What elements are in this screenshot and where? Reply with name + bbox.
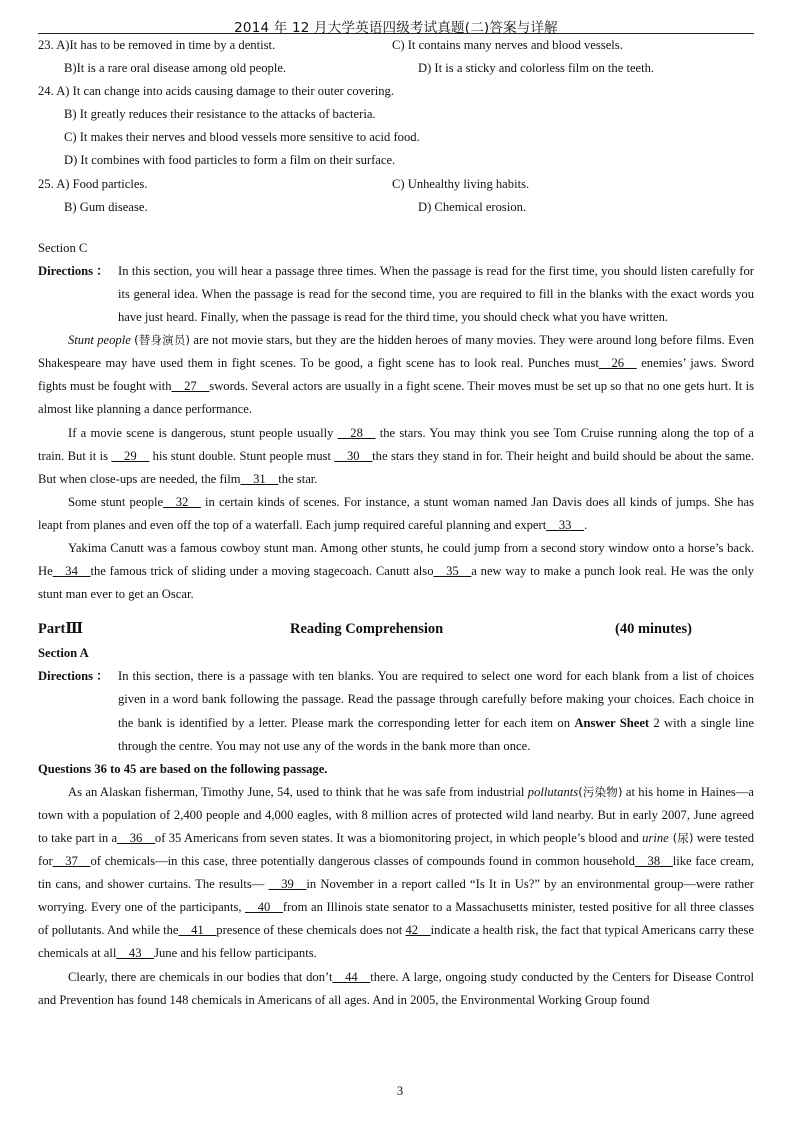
blank-42[interactable]: 42__ — [405, 923, 431, 938]
question-25-row-1 — [38, 173, 754, 196]
part-label: PartⅢ — [38, 620, 84, 637]
part-3-heading — [38, 616, 754, 642]
q24-option-a: 24. A) It can change into acids causing damage to their outer covering. — [38, 84, 395, 99]
q25-option-d: D) Chemical erosion. — [418, 199, 527, 214]
passage-paragraph: Stunt people (替身演员) are not movie stars, but they are the hidden heroes of many movies. They were around long before films. Even Shakespeare may have used them in fight scenes. To be good, a fight scene has to look real. Punches must__26__ enemies’ jaws. Sword fights must be fought with__27__swords. Several actors are usually in a fight scene. Their moves must be set up so that no one gets hurt. It is almost like planning a dance performance. — [38, 333, 755, 417]
directions-label: Directions ： — [38, 669, 109, 684]
directions-text: In this section, you will hear a passage three times. When the passage is read for the first time, you should listen carefully for its general idea. When the passage is read for the second time, you are required to fill in the blanks with the exact words you have just heard. Finally, when the passage is read for the third time, you should check what you have written. — [118, 263, 754, 325]
passage-paragraph: If a movie scene is dangerous, stunt people usually __28__ the stars. You may think you see Tom Cruise running along the top of a train. But it is __29__ his stunt double. Stunt people must __30__the stars they stand in for. Their height and build should be about the same. But when close-ups are needed, the film__31__the star. — [38, 425, 754, 486]
q23-option-b: B)It is a rare oral disease among old people. — [64, 61, 287, 76]
section-c-title: Section C — [38, 240, 88, 255]
term-pollutants: pollutants — [527, 784, 579, 799]
blank-34[interactable]: __34__ — [52, 564, 91, 579]
q25-option-b: B) Gum disease. — [64, 199, 148, 214]
question-23-row-2 — [38, 57, 754, 80]
chinese-gloss: (尿) — [668, 831, 694, 845]
passage-paragraph: Some stunt people__32__ in certain kinds of scenes. For instance, a stunt woman named Jan Davis does all kinds of jumps. She has leapt from planes and even off the top of a waterfall. Each jump required careful planning and expert__33__. — [38, 494, 754, 532]
q24-option-b: B) It greatly reduces their resistance to the attacks of bacteria. — [64, 107, 376, 122]
page-number: 3 — [396, 1084, 404, 1098]
questions-heading: Questions 36 to 45 are based on the following passage. — [38, 761, 328, 776]
term-stunt-people: Stunt people — [68, 333, 131, 348]
blank-31[interactable]: __31__ — [240, 471, 279, 486]
q24-option-c: C) It makes their nerves and blood vessels more sensitive to acid food. — [64, 130, 420, 145]
chinese-gloss: (污染物) — [578, 784, 623, 799]
blank-33[interactable]: __33__ — [546, 517, 584, 532]
blank-39[interactable]: __39__ — [268, 877, 307, 892]
part-title: Reading Comprehension — [290, 620, 444, 637]
blank-28[interactable]: __28__ — [337, 425, 376, 440]
part-time: (40 minutes) — [615, 620, 692, 637]
directions-text: In this section, there is a passage with ten blanks. You are required to select one word for each blank from a list of choices given in a word bank following the passage. Read the passage through carefully before making your choices. Each choice in the bank is identified by a letter. Please mark the corresponding letter for each item on Answer Sheet 2 with a single line through the centre. You may not use any of the words in the bank more than once. — [118, 669, 754, 753]
section-a-directions — [38, 665, 754, 757]
blank-41[interactable]: __41__ — [178, 923, 217, 938]
blank-37[interactable]: __37__ — [52, 854, 91, 869]
passage-paragraph: Yakima Canutt was a famous cowboy stunt man. Among other stunts, he could jump from a second story window onto a horse’s back. He__34__the famous trick of sliding under a moving stagecoach. Canutt also__35__a new way to make a punch look real. He was the only stunt man ever to get an Oscar. — [38, 540, 754, 602]
blank-38[interactable]: __38__ — [634, 854, 673, 869]
question-23-row-1 — [38, 34, 754, 57]
answer-sheet-label: Answer Sheet — [574, 715, 650, 730]
blank-27[interactable]: __27__ — [171, 379, 210, 394]
blank-29[interactable]: __29__ — [111, 448, 150, 463]
blank-32[interactable]: __32__ — [163, 494, 201, 509]
blank-30[interactable]: __30__ — [334, 448, 373, 463]
blank-44[interactable]: __44__ — [332, 969, 371, 984]
blank-40[interactable]: __40__ — [245, 900, 283, 915]
directions-label: Directions ： — [38, 263, 109, 278]
page — [38, 0, 754, 1012]
section-c-directions — [38, 260, 754, 329]
question-25-row-2 — [38, 196, 754, 219]
passage-paragraph: Clearly, there are chemicals in our bodies that don’t__44__there. A large, ongoing study conducted by the Centers for Disease Control and Prevention has found 148 chemicals in Americans of all ages. And in 2005, the Environmental Working Group found — [38, 969, 754, 1007]
chinese-gloss: (替身演员) — [134, 333, 191, 348]
term-urine: urine — [642, 831, 669, 845]
blank-43[interactable]: __43__ — [116, 946, 155, 961]
passage-paragraph: As an Alaskan fisherman, Timothy June, 54, used to think that he was safe from industrial pollutants(污染物) at his home in Haines—a town with a population of 2,400 people and 4,000 eagles, with 8 million acres of protected wild land nearby. But in early 2007, June agreed to take part in a__36__of 35 Americans from seven states. It was a biomonitoring project, in which people’s blood and urine (尿) were tested for__37__of chemicals—in this case, three potentially dangerous classes of compounds found in common household__38__like face cream, tin cans, and shower curtains. The results— __39__in November in a report called “Is It in Us?” by an environmental group—were rather worrying. Every one of the participants, __40__from an Illinois state senator to a Massachusetts minister, tested positive for all three classes of pollutants. And while the__41__presence of these chemicals does not 42__indicate a health risk, the fact that typical Americans carry these chemicals at all__43__June and his fellow participants. — [38, 784, 754, 961]
blank-35[interactable]: __35__ — [433, 564, 472, 579]
q24-option-d: D) It combines with food particles to form a film on their surface. — [64, 153, 396, 168]
section-a-title: Section A — [38, 646, 89, 661]
blank-26[interactable]: __26__ — [598, 356, 637, 371]
q25-option-a: 25. A) Food particles. — [38, 176, 148, 191]
page-header: 2014 年 12 月大学英语四级考试真题(二)答案与详解 — [38, 0, 754, 34]
blank-36[interactable]: __36__ — [117, 831, 155, 845]
q23-option-d: D) It is a sticky and colorless film on the teeth. — [418, 61, 655, 76]
q23-option-c: C) It contains many nerves and blood vessels. — [392, 38, 623, 52]
q23-option-a: 23. A)It has to be removed in time by a dentist. — [38, 38, 276, 52]
q25-option-c: C) Unhealthy living habits. — [392, 176, 530, 191]
